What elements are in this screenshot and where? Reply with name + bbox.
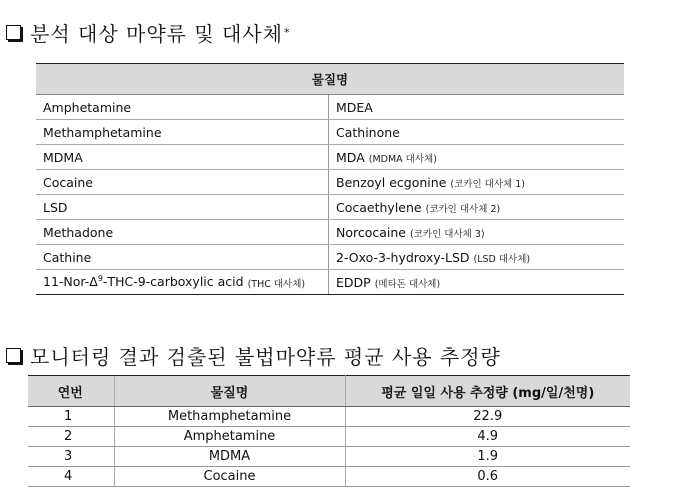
table-row [28, 447, 630, 467]
substance-name: MDA [336, 149, 365, 165]
table-row [36, 145, 624, 170]
metabolite-note: (THC 대사체) [247, 278, 306, 290]
metabolite-note: (MDMA 대사체) [368, 153, 437, 165]
cell-left [36, 270, 329, 295]
section-heading-monitoring-results [6, 341, 501, 370]
usage-estimate-table [28, 375, 630, 487]
cell-right [329, 120, 625, 145]
section-heading-analysis-targets [6, 18, 290, 47]
substance-name: Benzoyl ecgonine [336, 174, 447, 190]
serial-cell: 4 [28, 467, 114, 487]
substance-name: Cathinone [336, 124, 400, 140]
substance-name: EDDP [336, 274, 371, 290]
cell-left: LSD [36, 195, 329, 220]
section-title: 분석 대상 마약류 및 대사체 [30, 22, 283, 46]
cell-right [329, 245, 625, 270]
cell-right [329, 145, 625, 170]
cell-right [329, 95, 625, 120]
table-row [36, 170, 624, 195]
cell-right [329, 270, 625, 295]
table-row [36, 95, 624, 120]
checkbox-bullet-icon [6, 348, 21, 363]
table-header: 물질명 [36, 64, 624, 95]
cell-right [329, 195, 625, 220]
metabolite-note: (코카인 대사체 1) [450, 178, 525, 190]
table-row [28, 427, 630, 447]
section-title: 모니터링 결과 검출된 불법마약류 평균 사용 추정량 [30, 345, 501, 369]
cell-left: Methamphetamine [36, 120, 329, 145]
substance-cell: MDMA [114, 447, 345, 467]
footnote-marker: * [283, 26, 291, 39]
estimate-cell: 1.9 [345, 447, 630, 467]
metabolite-note: (코카인 대사체 3) [410, 228, 485, 240]
table-row [28, 467, 630, 487]
estimate-cell: 22.9 [345, 407, 630, 427]
substance-name: Cocaethylene [336, 199, 422, 215]
estimate-cell: 4.9 [345, 427, 630, 447]
superscript: 9 [97, 274, 103, 284]
metabolite-note: (코카인 대사체 2) [425, 203, 501, 215]
cell-right [329, 220, 625, 245]
substance-name: MDEA [336, 99, 373, 115]
substance-name-suffix: -THC-9-carboxylic acid [102, 274, 244, 290]
substance-cell: Cocaine [114, 467, 345, 487]
checkbox-bullet-icon [6, 25, 21, 40]
metabolite-note: (메타돈 대사체) [374, 278, 441, 290]
substance-name: Norcocaine [336, 224, 407, 240]
cell-right [329, 170, 625, 195]
table-row [36, 220, 624, 245]
substance-name: 2-Oxo-3-hydroxy-LSD [336, 249, 470, 265]
substance-cell: Methamphetamine [114, 407, 345, 427]
substance-table [36, 63, 624, 295]
cell-left: Cathine [36, 245, 329, 270]
table-row [36, 120, 624, 145]
cell-left: Amphetamine [36, 95, 329, 120]
serial-cell: 3 [28, 447, 114, 467]
substance-cell: Amphetamine [114, 427, 345, 447]
metabolite-note: (LSD 대사체) [473, 253, 531, 265]
table-row [36, 270, 624, 295]
table-row [28, 407, 630, 427]
table-row [36, 195, 624, 220]
serial-cell: 1 [28, 407, 114, 427]
table-row [36, 245, 624, 270]
cell-left: Cocaine [36, 170, 329, 195]
header-substance: 물질명 [114, 376, 345, 407]
serial-cell: 2 [28, 427, 114, 447]
estimate-cell: 0.6 [345, 467, 630, 487]
cell-left: Methadone [36, 220, 329, 245]
substance-name-prefix: 11-Nor-Δ [43, 274, 98, 290]
header-serial-number: 연번 [28, 376, 114, 407]
cell-left: MDMA [36, 145, 329, 170]
header-daily-estimate: 평균 일일 사용 추정량 (mg/일/천명) [345, 376, 630, 407]
